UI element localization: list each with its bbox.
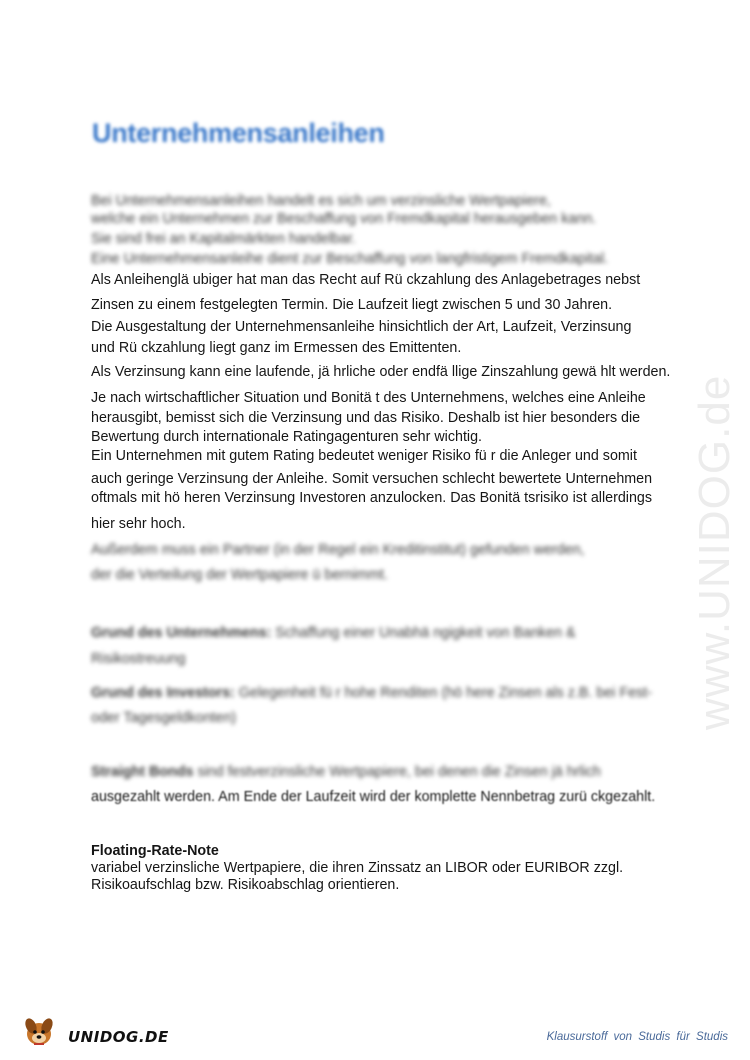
grund-unternehmen (91, 624, 576, 642)
grund-unternehmen-cont: Risikostreuung (91, 651, 186, 667)
dog-mascot-icon (22, 1014, 56, 1048)
body-line: Die Ausgestaltung der Unternehmensanleihe hinsichtlich der Art, Laufzeit, Verzinsung (91, 319, 632, 335)
logo-text: UNIDOG.DE (68, 1028, 169, 1046)
straight-bonds-label: Straight Bonds (91, 764, 194, 780)
intro-line: Eine Unternehmensanleihe dient zur Beschaffung von langfristigem Fremdkapital. (91, 251, 609, 267)
frn-line: Risikoaufschlag bzw. Risikoabschlag orientieren. (91, 877, 400, 893)
intro-line: welche ein Unternehmen zur Beschaffung von Fremdkapital herausgeben kann. (91, 211, 597, 227)
grund-unternehmen-text: Schaffung einer Unabhä ngigkeit von Banken & (271, 625, 576, 641)
intro-line: Bei Unternehmensanleihen handelt es sich um verzinsliche Wertpapiere, (91, 193, 551, 209)
body-line: Als Verzinsung kann eine laufende, jä hrliche oder endfä llige Zinszahlung gewä hlt werden. (91, 364, 671, 380)
partner-line: der die Verteilung der Wertpapiere ü bernimmt. (91, 567, 388, 583)
watermark-text: www.UNIDOG.de (690, 374, 739, 730)
body-line: hier sehr hoch. (91, 516, 186, 532)
unidog-logo (14, 1014, 184, 1054)
body-line: auch geringe Verzinsung der Anleihe. Somit versuchen schlecht bewertete Unternehmen (91, 471, 653, 487)
grund-investor (91, 684, 652, 702)
straight-bonds-text: sind festverzinsliche Wertpapiere, bei denen die Zinsen jä hrlich (193, 764, 601, 780)
grund-unternehmen-label: Grund des Unternehmens: (91, 625, 272, 641)
body-line: Als Anleihenglä ubiger hat man das Recht auf Rü ckzahlung des Anlagebetrages nebst (91, 272, 641, 288)
body-line: Ein Unternehmen mit gutem Rating bedeutet weniger Risiko fü r die Anleger und somit (91, 448, 637, 464)
body-line: und Rü ckzahlung liegt ganz im Ermessen des Emittenten. (91, 340, 462, 356)
intro-line: Sie sind frei an Kapitalmärkten handelbar. (91, 231, 356, 247)
page-title: Unternehmensanleihen (92, 118, 385, 148)
body-line: herausgibt, bemisst sich die Verzinsung und das Risiko. Deshalb ist hier besonders die (91, 410, 641, 426)
grund-investor-cont: oder Tagesgeldkonten) (91, 710, 237, 726)
grund-investor-label: Grund des Investors: (91, 685, 235, 701)
straight-bonds (91, 763, 601, 781)
footer-tagline: Klausurstoff von Studis für Studis (546, 1031, 728, 1043)
body-line: Je nach wirtschaftlicher Situation und Bonitä t des Unternehmens, welches eine Anleihe (91, 390, 646, 406)
grund-investor-text: Gelegenheit fü r hohe Renditen (hö here Zinsen als z.B. bei Fest- (234, 685, 653, 701)
body-line: oftmals mit hö heren Verzinsung Investoren anzulocken. Das Bonitä tsrisiko ist allerdings (91, 490, 653, 506)
frn-heading: Floating-Rate-Note (91, 843, 219, 859)
partner-line: Außerdem muss ein Partner (in der Regel ein Kreditinstitut) gefunden werden, (91, 542, 585, 558)
frn-line: variabel verzinsliche Wertpapiere, die ihren Zinssatz an LIBOR oder EURIBOR zzgl. (91, 860, 624, 876)
body-line: Zinsen zu einem festgelegten Termin. Die Laufzeit liegt zwischen 5 und 30 Jahren. (91, 297, 613, 313)
straight-bonds-cont: ausgezahlt werden. Am Ende der Laufzeit wird der komplette Nennbetrag zurü ckgezahlt. (91, 789, 656, 805)
body-line: Bewertung durch internationale Ratingagenturen sehr wichtig. (91, 429, 483, 445)
